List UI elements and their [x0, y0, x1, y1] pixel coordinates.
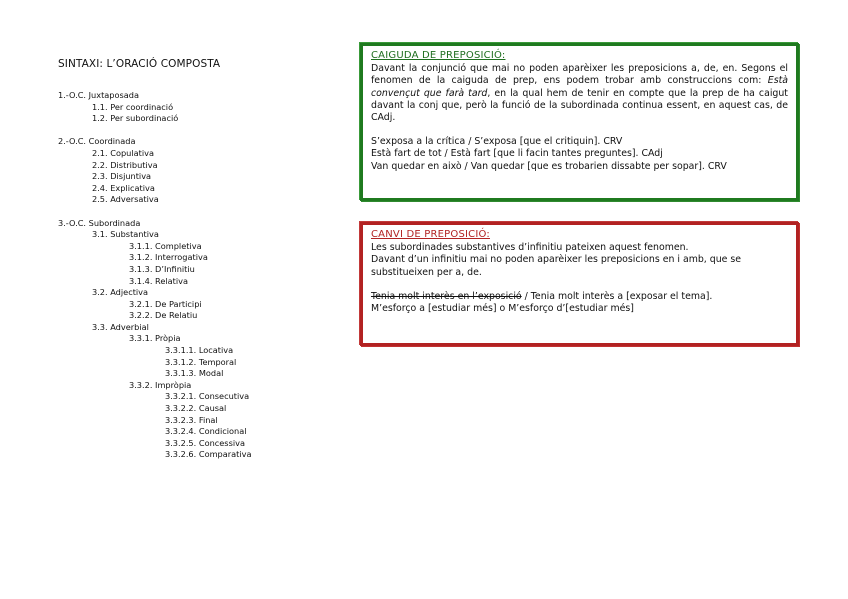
- outline-item: 3.3.1. Pròpia: [129, 333, 181, 344]
- outline-item: 3.3.2.4. Condicional: [165, 426, 247, 437]
- caiguda-preposicio-box: [360, 43, 799, 201]
- outline-item: 2.5. Adversativa: [92, 194, 159, 205]
- outline-item: 3.2.2. De Relatiu: [129, 310, 198, 321]
- outline-item: 1.1. Per coordinació: [92, 101, 174, 112]
- outline-item: 3.1.4. Relativa: [129, 275, 189, 286]
- outline-item: 2.3. Disjuntiva: [92, 171, 152, 182]
- canvi-heading: CANVI DE PREPOSICIÓ:: [371, 229, 490, 240]
- outline-gap: [58, 206, 252, 218]
- canvi-preposicio-box: [360, 222, 799, 346]
- caiguda-paragraph: Davant la conjunció que mai no poden aparèixer les preposicions a, de, en. Segons el fenomen de la caiguda de prep, ens podem trobar amb construccions com: Està convençut que farà tard, en la qual hem de tenir en compte que la prep de ha caigut davant la conj que, però la funció de la subordinada continua essent, en aquest cas, de CAdj.: [371, 63, 788, 124]
- outline-item: 3.3.1.2. Temporal: [165, 356, 237, 367]
- outline-item: 3.2.1. De Participi: [129, 298, 202, 309]
- struck-example: Tenia molt interès en l’exposició: [371, 290, 522, 302]
- canvi-line-2: Davant d’un infinitiu mai no poden aparèixer les preposicions en i amb, que se substitueixen per a, de.: [371, 254, 742, 278]
- outline-item: 3.3. Adverbial: [92, 321, 149, 332]
- outline-item: 3.3.1.1. Locativa: [165, 345, 234, 356]
- outline-item: 3.3.1.3. Modal: [165, 368, 224, 379]
- outline-gap: [58, 125, 252, 137]
- canvi-example-2: M’esforço a [estudiar més] o M’esforço d’[estudiar més]: [371, 303, 634, 315]
- caiguda-heading: CAIGUDA DE PREPOSICIÓ:: [371, 50, 506, 61]
- outline-item: 2.1. Copulativa: [92, 147, 154, 158]
- canvi-example-1: Tenia molt interès en l’exposició / Tenia molt interès a [exposar el tema].: [371, 290, 713, 302]
- page-title: SINTAXI: L’ORACIÓ COMPOSTA: [58, 58, 221, 70]
- outline-item: 2.-O.C. Coordinada: [58, 136, 136, 147]
- outline-item: 3.3.2.2. Causal: [165, 403, 227, 414]
- outline-item: 3.1.2. Interrogativa: [129, 252, 208, 263]
- outline-item: 2.4. Explicativa: [92, 182, 155, 193]
- caiguda-example-2: Està fart de tot / Està fart [que li facin tantes preguntes]. CAdj: [371, 148, 663, 160]
- outline-item: 3.1.1. Completiva: [129, 240, 202, 251]
- outline-item: 3.3.2.3. Final: [165, 414, 218, 425]
- outline-item: 3.-O.C. Subordinada: [58, 217, 141, 228]
- outline-item: 3.1. Substantiva: [92, 229, 159, 240]
- syntax-outline: [58, 90, 252, 461]
- caiguda-example-3: Van quedar en això / Van quedar [que es trobarien dissabte per sopar]. CRV: [371, 160, 727, 172]
- outline-item: 3.1.3. D’Infinitiu: [129, 263, 195, 274]
- canvi-line-1: Les subordinades substantives d’infinitiu pateixen aquest fenomen.: [371, 242, 689, 254]
- caiguda-example-italic: Està convençut que farà tard: [371, 75, 788, 99]
- outline-item: 1.2. Per subordinació: [92, 113, 179, 124]
- outline-item: 2.2. Distributiva: [92, 159, 158, 170]
- outline-item: 3.3.2.6. Comparativa: [165, 449, 252, 460]
- outline-item: 3.3.2. Impròpia: [129, 379, 192, 390]
- outline-item: 3.3.2.5. Concessiva: [165, 437, 245, 448]
- outline-item: 3.2. Adjectiva: [92, 287, 149, 298]
- outline-item: 1.-O.C. Juxtaposada: [58, 90, 140, 100]
- caiguda-example-1: S’exposa a la crítica / S’exposa [que el critiquin]. CRV: [371, 136, 623, 148]
- outline-item: 3.3.2.1. Consecutiva: [165, 391, 250, 402]
